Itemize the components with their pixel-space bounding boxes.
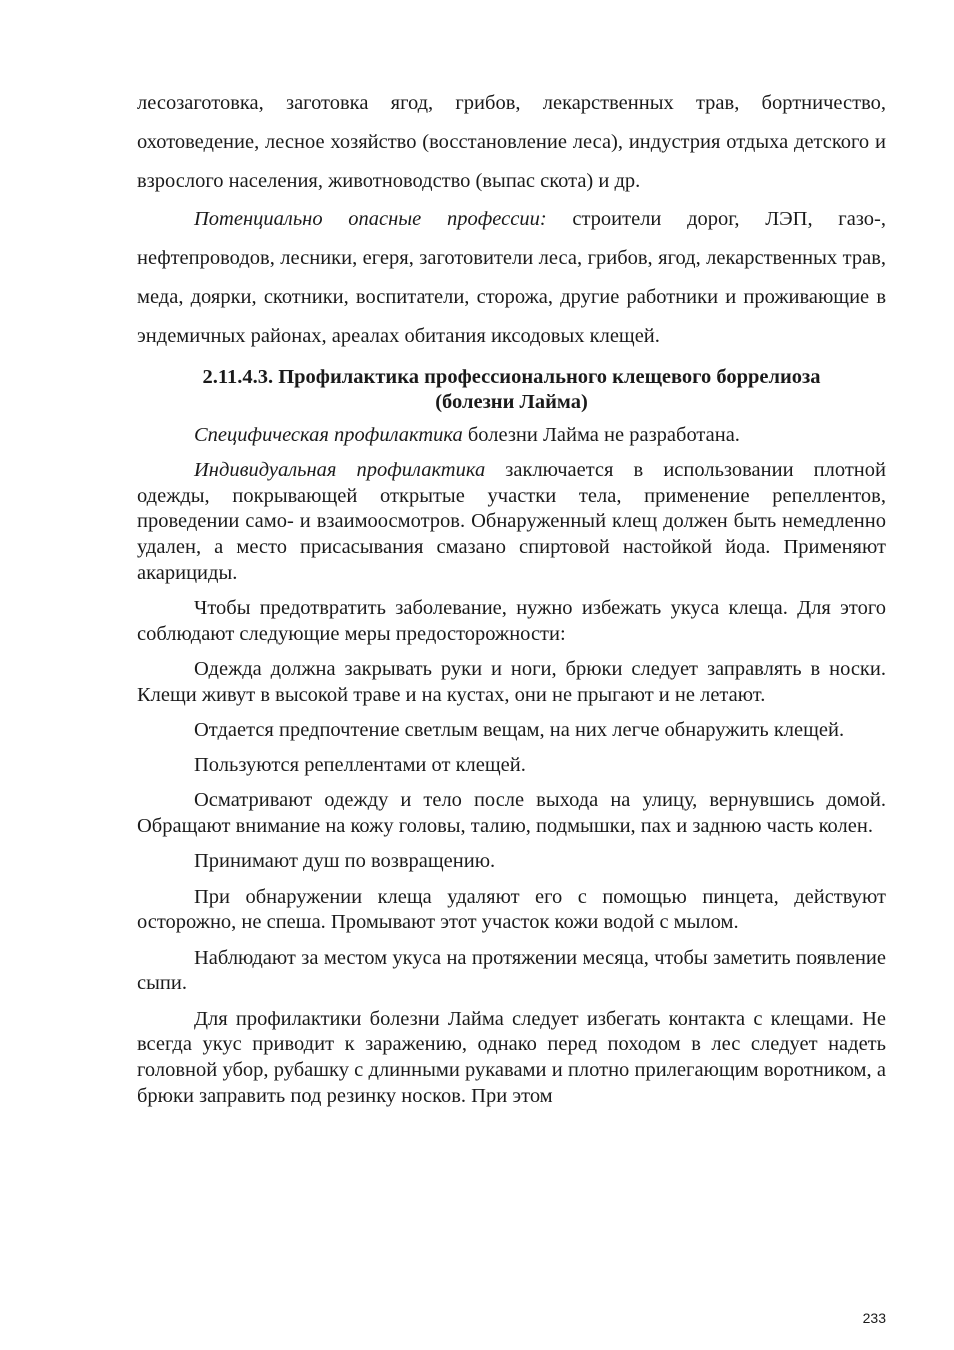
paragraph-text: заключается в использовании плотной одежды, покрывающей открытые участки тела, применение репеллентов, проведении само- и взаимоосмотров. Обнаруженный клещ должен быть немедленно удален, а место присасывания смазано спиртовой настойкой йода. Применяют акарициды.: [137, 458, 886, 584]
emphasis-text: Индивидуальная профилактика: [194, 458, 486, 481]
paragraph-clothing: Одежда должна закрывать руки и ноги, брюки следует заправлять в носки. Клещи живут в высокой траве и на кустах, они не прыгают и не летают.: [137, 658, 886, 706]
paragraph-inspection: Осматривают одежду и тело после выхода на улицу, вернувшись домой. Обращают внимание на кожу головы, талию, подмышки, пах и заднюю часть колен.: [137, 789, 886, 838]
paragraph-dangerous-professions: [137, 200, 886, 355]
paragraph-lyme-prevention: Для профилактики болезни Лайма следует избегать контакта с клещами. Не всегда укус приводит к заражению, однако перед походом в лес следует надеть головной убор, рубашку с длинными рукавами и плотно прилегающим воротником, а брюки заправить под резинку носков. При этом: [137, 1007, 886, 1108]
heading-line-2: (болезни Лайма): [435, 390, 588, 413]
section-heading: [137, 365, 886, 415]
emphasis-text: Специфическая профилактика: [194, 423, 463, 446]
paragraph-tick-removal: При обнаружении клеща удаляют его с помощью пинцета, действуют осторожно, не спеша. Промывают этот участок кожи водой с мылом.: [137, 885, 886, 934]
paragraph-individual-prevention: [137, 458, 886, 587]
heading-line-1: 2.11.4.3. Профилактика профессионального клещевого боррелиоза: [202, 365, 821, 388]
page-number: 233: [862, 1310, 886, 1326]
paragraph-industries: лесозаготовка, заготовка ягод, грибов, лекарственных трав, бортничество, охотоведение, лесное хозяйство (восстановление леса), индустрия отдыха детского и взрослого населения, животноводство (выпас скота) и др.: [137, 92, 886, 192]
paragraph-light-clothes: Отдается предпочтение светлым вещам, на них легче обнаружить клещей.: [194, 719, 845, 742]
paragraph-shower: Принимают душ по возвращению.: [194, 850, 496, 873]
emphasis-text: Потенциально опасные профессии:: [194, 208, 547, 231]
page-body: [137, 84, 886, 1119]
paragraph-text: строители дорог, ЛЭП, газо-, нефтепроводов, лесники, егеря, заготовители леса, грибов, ягод, лекарственных трав, меда, доярки, скотники, воспитатели, сторожа, другие работники и проживающие в эндемичных районах, ареалах обитания иксодовых клещей.: [137, 208, 886, 347]
paragraph-precautions-intro: Чтобы предотвратить заболевание, нужно избежать укуса клеща. Для этого соблюдают следующие меры предосторожности:: [137, 597, 886, 645]
paragraph-text: болезни Лайма не разработана.: [462, 423, 740, 446]
paragraph-specific-prevention: [137, 423, 886, 449]
paragraph-repellents: Пользуются репеллентами от клещей.: [194, 754, 526, 777]
paragraph-observation: Наблюдают за местом укуса на протяжении месяца, чтобы заметить появление сыпи.: [137, 946, 886, 995]
